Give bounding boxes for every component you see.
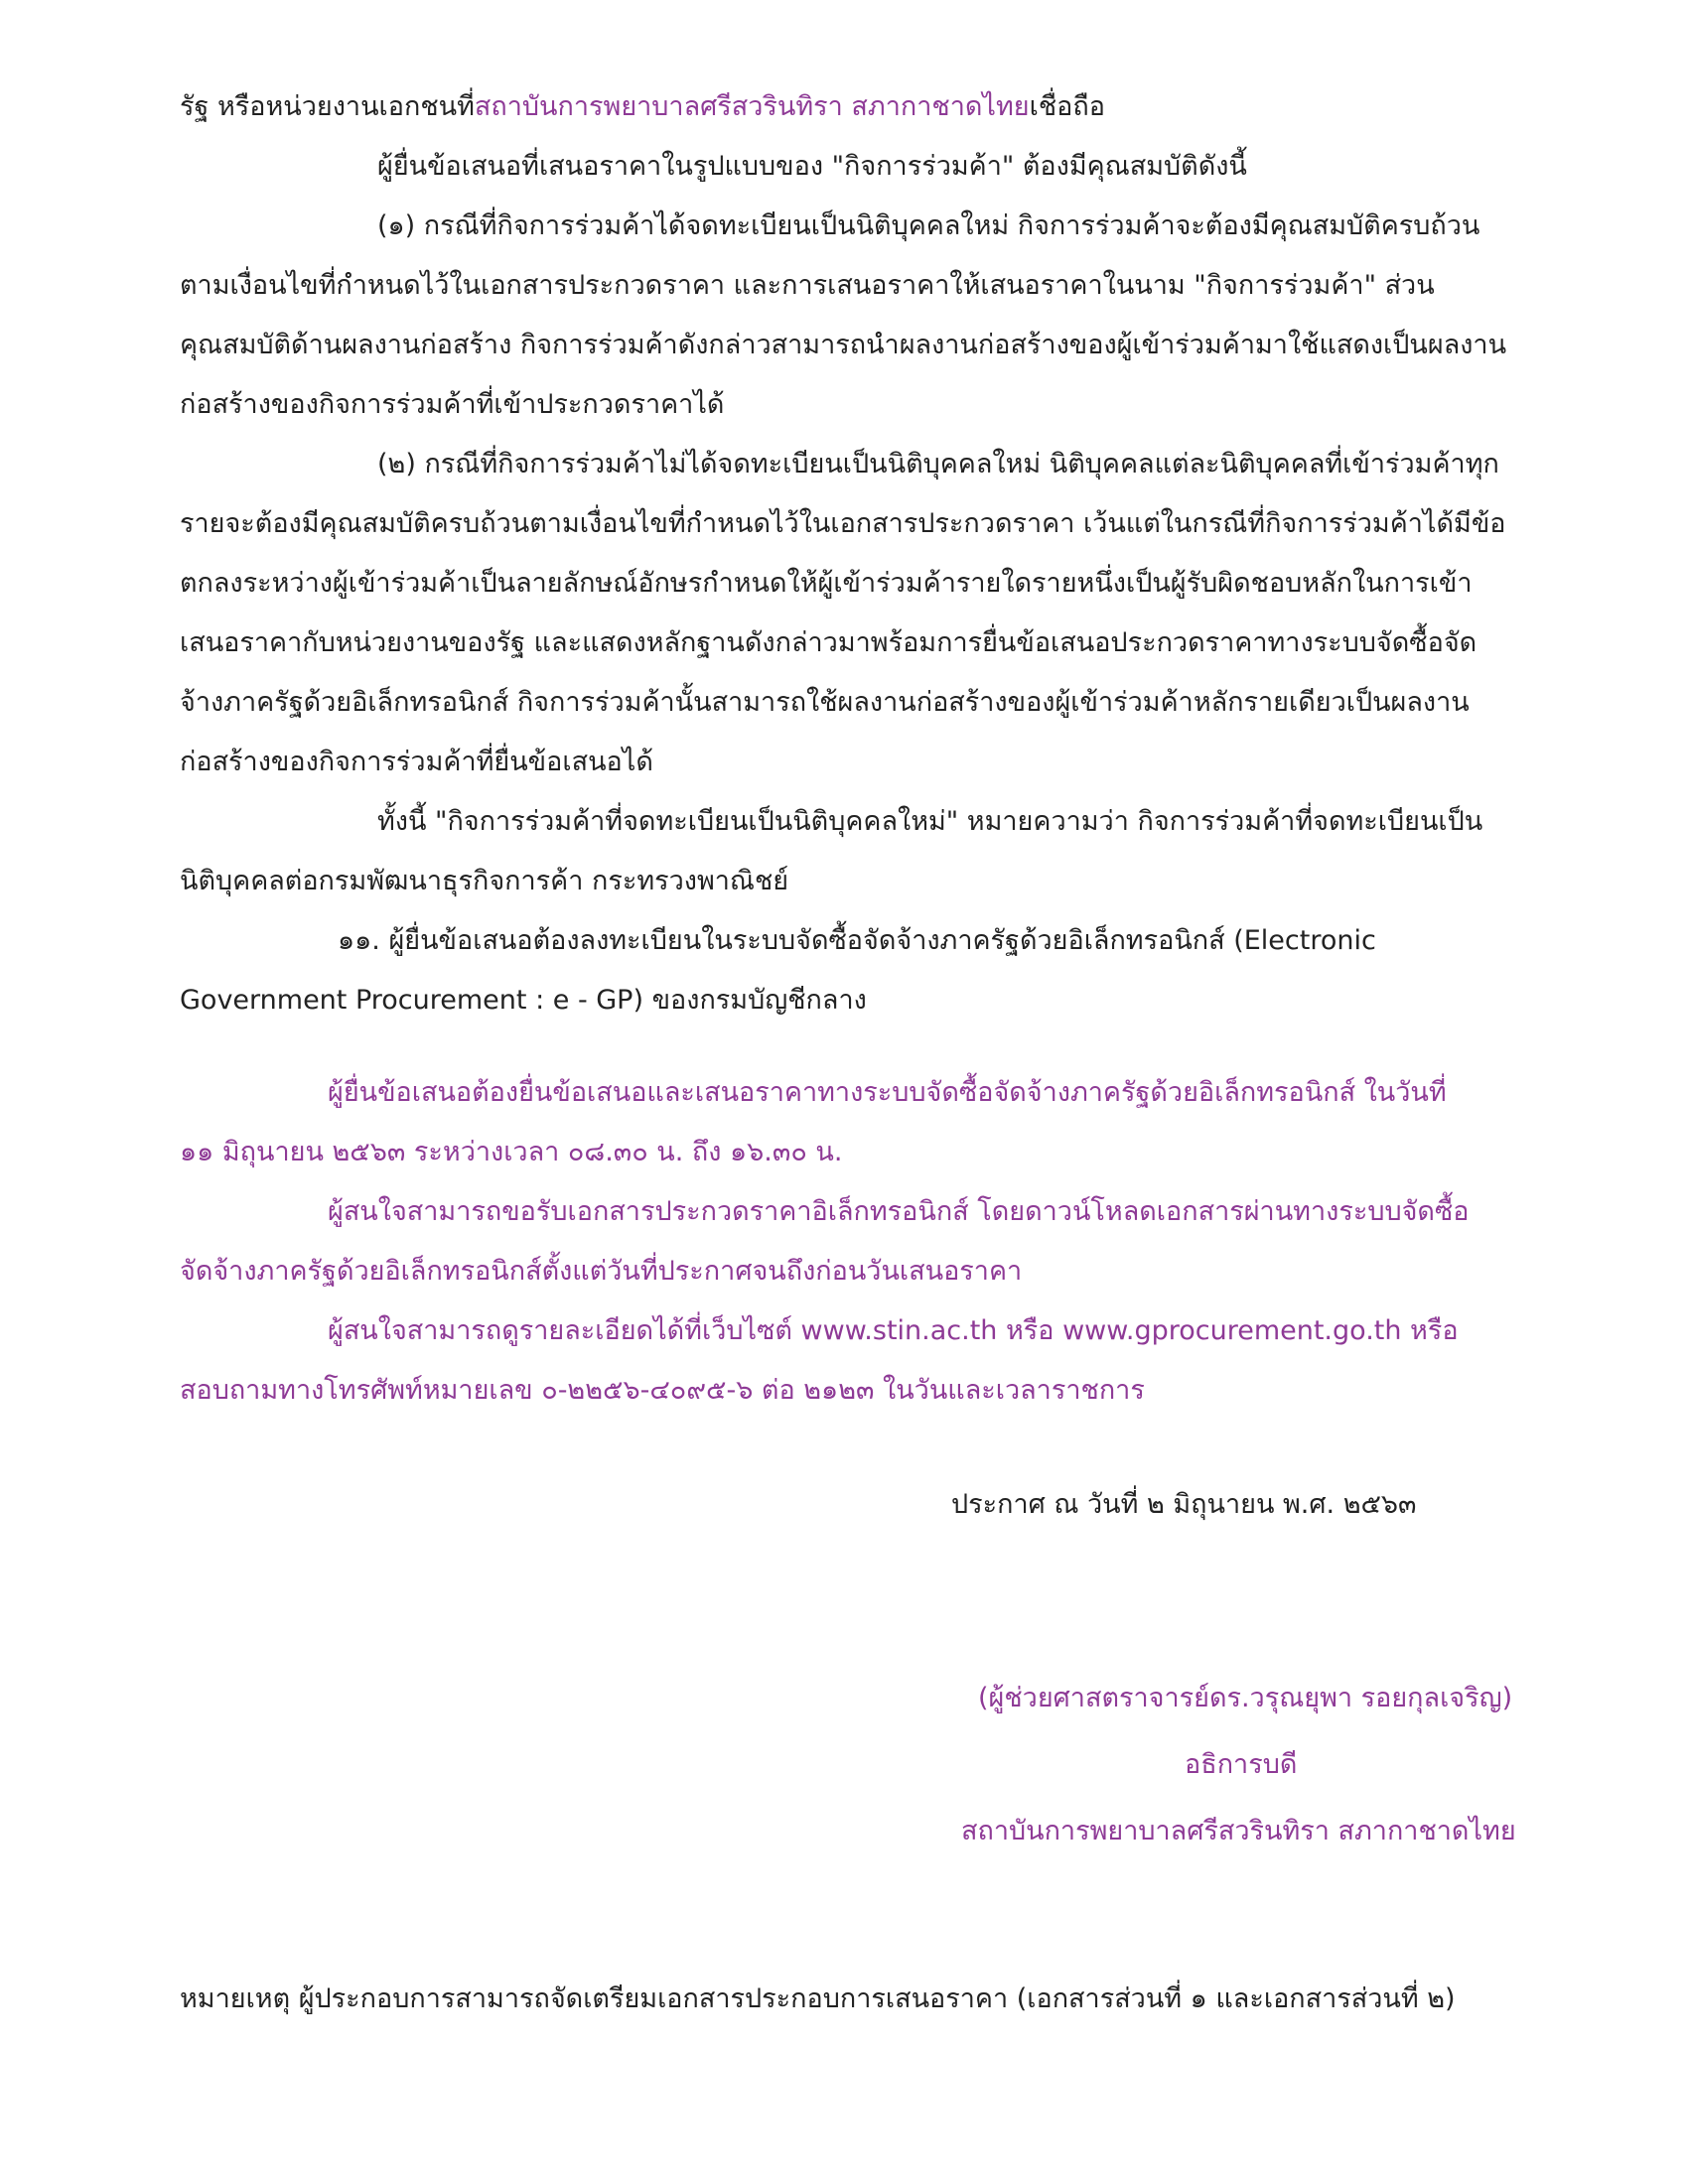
jv-clause2-line1: (๒) กรณีที่กิจการร่วมค้าไม่ได้จดทะเบียนเป็นนิติบุคคลใหม่ นิติบุคคลแต่ละนิติบุคคลที่เข้าร่วมค้าทุก bbox=[377, 449, 1499, 479]
opening-prefix: รัฐ หรือหน่วยงานเอกชนที่ bbox=[180, 91, 475, 122]
jv-clause1-line3: คุณสมบัติด้านผลงานก่อสร้าง กิจการร่วมค้าดังกล่าวสามารถนำผลงานก่อสร้างของผู้เข้าร่วมค้ามาใช้แสดงเป็นผลงาน bbox=[180, 330, 1507, 360]
jv-clause2-line3: ตกลงระหว่างผู้เข้าร่วมค้าเป็นลายลักษณ์อักษรกำหนดให้ผู้เข้าร่วมค้ารายใดรายหนึ่งเป็นผู้รับผิดชอบหลักในการเข้า bbox=[180, 568, 1473, 599]
jv-clause1-line4: ก่อสร้างของกิจการร่วมค้าที่เข้าประกวดราคาได้ bbox=[180, 389, 725, 420]
signatory-name: (ผู้ช่วยศาสตราจารย์ดร.วรุณยุพา รอยกุลเจริญ) bbox=[978, 1683, 1513, 1713]
jv-clause2-line5: จ้างภาครัฐด้วยอิเล็กทรอนิกส์ กิจการร่วมค้านั้นสามารถใช้ผลงานก่อสร้างของผู้เข้าร่วมค้าหลักรายเดียวเป็นผลงาน bbox=[180, 687, 1470, 718]
jv-definition-line1: ทั้งนี้ "กิจการร่วมค้าที่จดทะเบียนเป็นนิติบุคคลใหม่" หมายความว่า กิจการร่วมค้าที่จดทะเบียนเป็น bbox=[377, 806, 1483, 837]
jv-intro: ผู้ยื่นข้อเสนอที่เสนอราคาในรูปแบบของ "กิจการร่วมค้า" ต้องมีคุณสมบัติดังนี้ bbox=[377, 151, 1247, 182]
signatory-organization: สถาบันการพยาบาลศรีสวรินทิรา สภากาชาดไทย bbox=[961, 1816, 1516, 1846]
jv-clause1-line1: (๑) กรณีที่กิจการร่วมค้าได้จดทะเบียนเป็นนิติบุคคลใหม่ กิจการร่วมค้าจะต้องมีคุณสมบัติครบถ้วน bbox=[377, 210, 1480, 241]
item11-line1: ๑๑. ผู้ยื่นข้อเสนอต้องลงทะเบียนในระบบจัดซื้อจัดจ้างภาครัฐด้วยอิเล็กทรอนิกส์ (Electronic bbox=[338, 925, 1376, 956]
institute-name: สถาบันการพยาบาลศรีสวรินทิรา สภากาชาดไทย bbox=[474, 91, 1030, 122]
contact-line2: สอบถามทางโทรศัพท์หมายเลข ๐-๒๒๕๖-๔๐๙๕-๖ ต่อ ๒๑๒๓ ในวันและเวลาราชการ bbox=[180, 1375, 1145, 1406]
opening-line bbox=[180, 91, 1105, 123]
submission-line1: ผู้ยื่นข้อเสนอต้องยื่นข้อเสนอและเสนอราคาทางระบบจัดซื้อจัดจ้างภาครัฐด้วยอิเล็กทรอนิกส์ ในวันที่ bbox=[328, 1077, 1447, 1108]
note: หมายเหตุ ผู้ประกอบการสามารถจัดเตรียมเอกสารประกอบการเสนอราคา (เอกสารส่วนที่ ๑ และเอกสารส่วนที่ ๒) bbox=[180, 1983, 1456, 2014]
signatory-title: อธิการบดี bbox=[1185, 1749, 1298, 1780]
jv-clause1-line2: ตามเงื่อนไขที่กำหนดไว้ในเอกสารประกวดราคา และการเสนอราคาให้เสนอราคาในนาม "กิจการร่วมค้า" ส่วน bbox=[180, 270, 1435, 301]
announcement-date: ประกาศ ณ วันที่ ๒ มิถุนายน พ.ศ. ๒๕๖๓ bbox=[951, 1489, 1417, 1520]
jv-clause2-line4: เสนอราคากับหน่วยงานของรัฐ และแสดงหลักฐานดังกล่าวมาพร้อมการยื่นข้อเสนอประกวดราคาทางระบบจัดซื้อจัด bbox=[180, 627, 1477, 658]
jv-clause2-line6: ก่อสร้างของกิจการร่วมค้าที่ยื่นข้อเสนอได้ bbox=[180, 747, 653, 777]
download-line1: ผู้สนใจสามารถขอรับเอกสารประกวดราคาอิเล็กทรอนิกส์ โดยดาวน์โหลดเอกสารผ่านทางระบบจัดซื้อ bbox=[328, 1196, 1470, 1227]
contact-line1: ผู้สนใจสามารถดูรายละเอียดได้ที่เว็บไซต์ www.stin.ac.th หรือ www.gprocurement.go.th หรือ bbox=[328, 1315, 1459, 1346]
item11-line2: Government Procurement : e - GP) ของกรมบัญชีกลาง bbox=[180, 985, 867, 1016]
jv-clause2-line2: รายจะต้องมีคุณสมบัติครบถ้วนตามเงื่อนไขที่กำหนดไว้ในเอกสารประกวดราคา เว้นแต่ในกรณีที่กิจการร่วมค้าได้มีข้อ bbox=[180, 508, 1506, 539]
opening-suffix: เชื่อถือ bbox=[1029, 91, 1105, 122]
download-line2: จัดจ้างภาครัฐด้วยอิเล็กทรอนิกส์ตั้งแต่วันที่ประกาศจนถึงก่อนวันเสนอราคา bbox=[180, 1256, 1023, 1287]
jv-definition-line2: นิติบุคคลต่อกรมพัฒนาธุรกิจการค้า กระทรวงพาณิชย์ bbox=[180, 866, 789, 896]
submission-line2: ๑๑ มิถุนายน ๒๕๖๓ ระหว่างเวลา ๐๘.๓๐ น. ถึง ๑๖.๓๐ น. bbox=[180, 1137, 843, 1167]
